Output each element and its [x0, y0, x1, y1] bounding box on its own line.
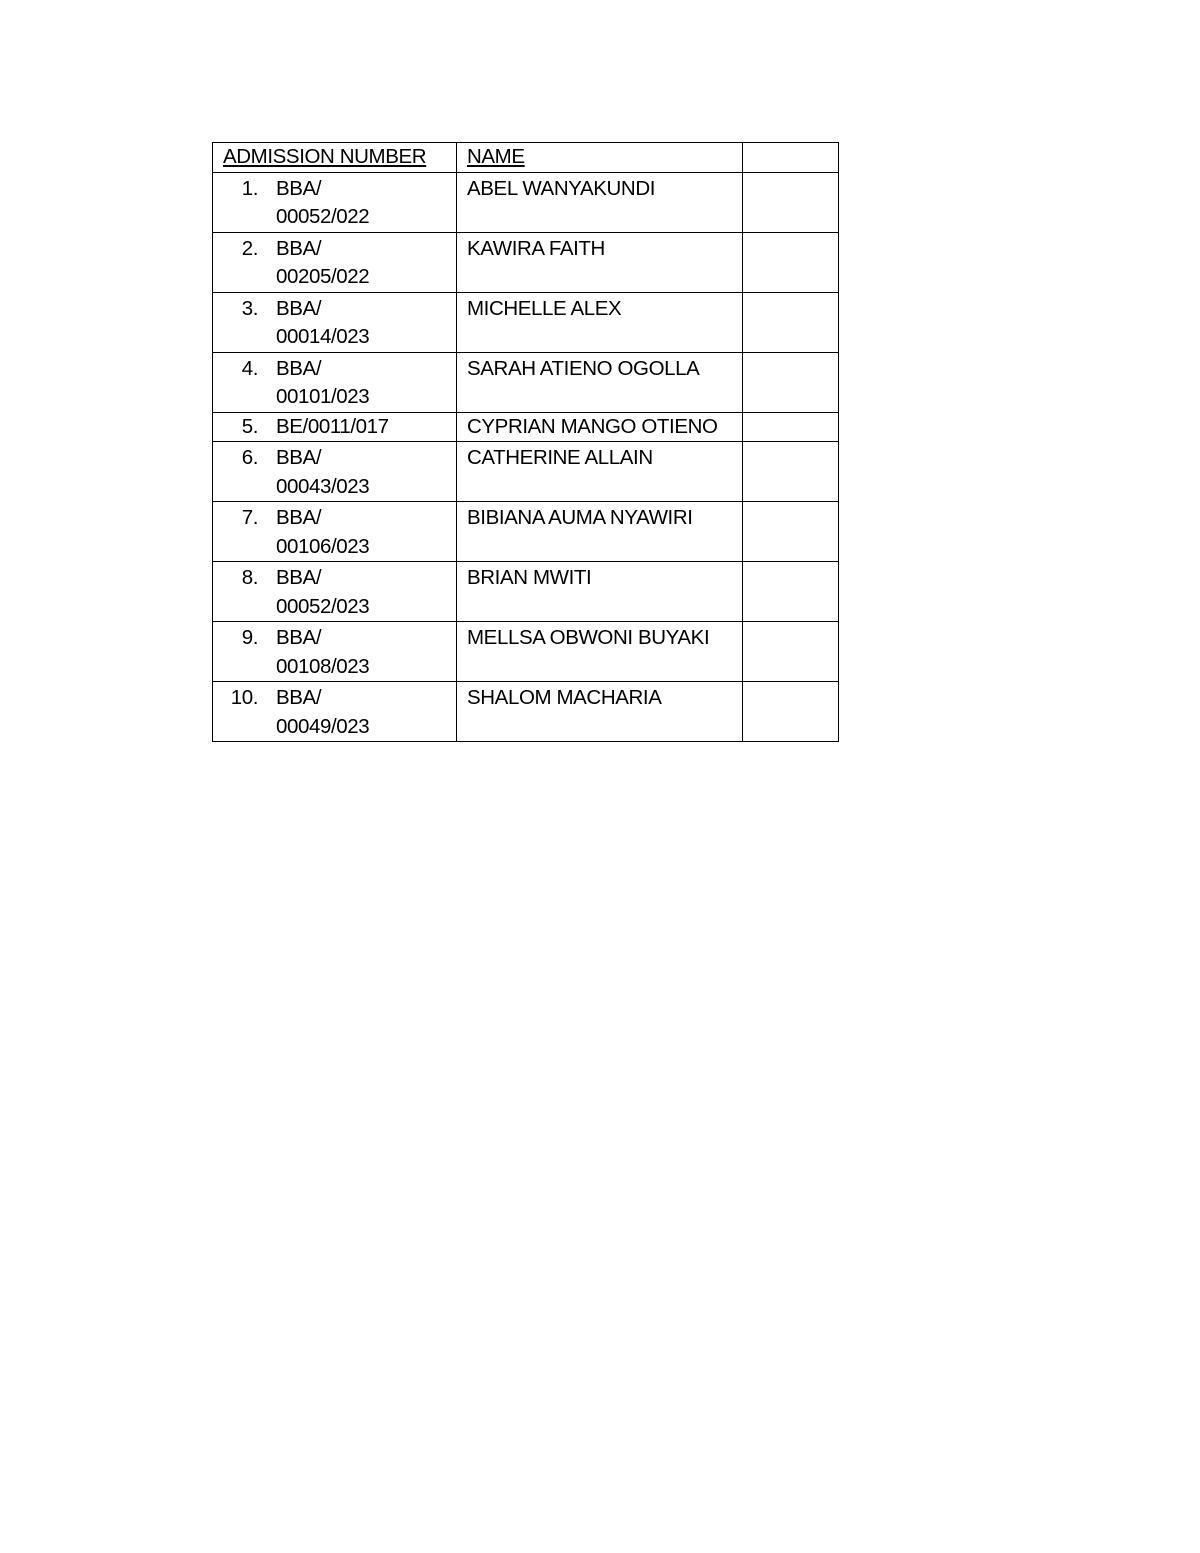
admission-cell: [213, 172, 457, 232]
student-name: CATHERINE ALLAIN: [467, 446, 653, 469]
table-row: [213, 622, 839, 682]
admission-cell: [213, 622, 457, 682]
admission-suffix: 00014/023: [276, 325, 370, 348]
row-number: 9.: [241, 626, 258, 649]
name-cell: [457, 682, 743, 742]
student-name: BIBIANA AUMA NYAWIRI: [467, 506, 693, 529]
student-name: MELLSA OBWONI BUYAKI: [467, 626, 710, 649]
admission-cell: [213, 442, 457, 502]
extra-cell: [743, 292, 839, 352]
admission-prefix: BBA/: [276, 296, 322, 320]
row-number: 2.: [241, 236, 258, 260]
table-row: [213, 412, 839, 442]
student-name: KAWIRA FAITH: [467, 236, 605, 260]
row-number: 6.: [241, 446, 258, 469]
header-admission-label: ADMISSION NUMBER: [223, 145, 427, 168]
admission-suffix: 00101/023: [276, 385, 370, 408]
extra-cell: [743, 562, 839, 622]
table-row: [213, 562, 839, 622]
table-row: [213, 232, 839, 292]
row-number: 7.: [241, 506, 258, 529]
admission-prefix: BBA/: [276, 626, 322, 649]
extra-cell: [743, 682, 839, 742]
row-number: 1.: [241, 176, 258, 200]
admission-prefix: BBA/: [276, 686, 322, 709]
admission-cell: [213, 352, 457, 412]
table-row: [213, 352, 839, 412]
admission-cell: [213, 292, 457, 352]
header-admission-number: [213, 143, 457, 173]
admission-prefix: BBA/: [276, 566, 322, 589]
table-row: [213, 172, 839, 232]
header-extra: [743, 143, 839, 173]
name-cell: [457, 232, 743, 292]
name-cell: [457, 622, 743, 682]
student-name: SHALOM MACHARIA: [467, 686, 662, 709]
table-row: [213, 442, 839, 502]
row-number: 4.: [241, 356, 258, 380]
admission-cell: [213, 682, 457, 742]
student-name: BRIAN MWITI: [467, 566, 592, 589]
admission-number: BE/0011/017: [276, 414, 389, 438]
table-row: [213, 292, 839, 352]
name-cell: [457, 172, 743, 232]
admission-prefix: BBA/: [276, 176, 322, 200]
admission-cell: [213, 562, 457, 622]
student-name: SARAH ATIENO OGOLLA: [467, 356, 700, 380]
student-name: CYPRIAN MANGO OTIENO: [467, 414, 718, 438]
admission-suffix: 00108/023: [276, 654, 370, 678]
header-name: [457, 143, 743, 173]
admission-suffix: 00049/023: [276, 714, 370, 738]
table-header-row: [213, 143, 839, 173]
header-name-label: NAME: [467, 145, 525, 168]
admission-prefix: BBA/: [276, 356, 322, 380]
extra-cell: [743, 172, 839, 232]
name-cell: [457, 442, 743, 502]
extra-cell: [743, 412, 839, 442]
admission-suffix: 00205/022: [276, 265, 370, 288]
row-number: 3.: [241, 296, 258, 320]
admission-cell: [213, 232, 457, 292]
admission-table: [212, 142, 839, 742]
row-number: 10.: [230, 686, 258, 709]
extra-cell: [743, 352, 839, 412]
admission-prefix: BBA/: [276, 236, 322, 260]
name-cell: [457, 502, 743, 562]
admission-cell: [213, 502, 457, 562]
name-cell: [457, 412, 743, 442]
row-number: 5.: [241, 414, 258, 438]
admission-suffix: 00106/023: [276, 534, 370, 558]
admission-prefix: BBA/: [276, 506, 322, 529]
name-cell: [457, 292, 743, 352]
student-name: ABEL WANYAKUNDI: [467, 176, 656, 200]
extra-cell: [743, 232, 839, 292]
admission-prefix: BBA/: [276, 446, 322, 469]
name-cell: [457, 562, 743, 622]
extra-cell: [743, 622, 839, 682]
extra-cell: [743, 502, 839, 562]
admission-cell: [213, 412, 457, 442]
name-cell: [457, 352, 743, 412]
admission-suffix: 00052/022: [276, 205, 370, 228]
extra-cell: [743, 442, 839, 502]
table-row: [213, 682, 839, 742]
admission-suffix: 00043/023: [276, 474, 370, 498]
admission-suffix: 00052/023: [276, 594, 370, 618]
row-number: 8.: [241, 566, 258, 589]
student-name: MICHELLE ALEX: [467, 296, 622, 320]
table-row: [213, 502, 839, 562]
